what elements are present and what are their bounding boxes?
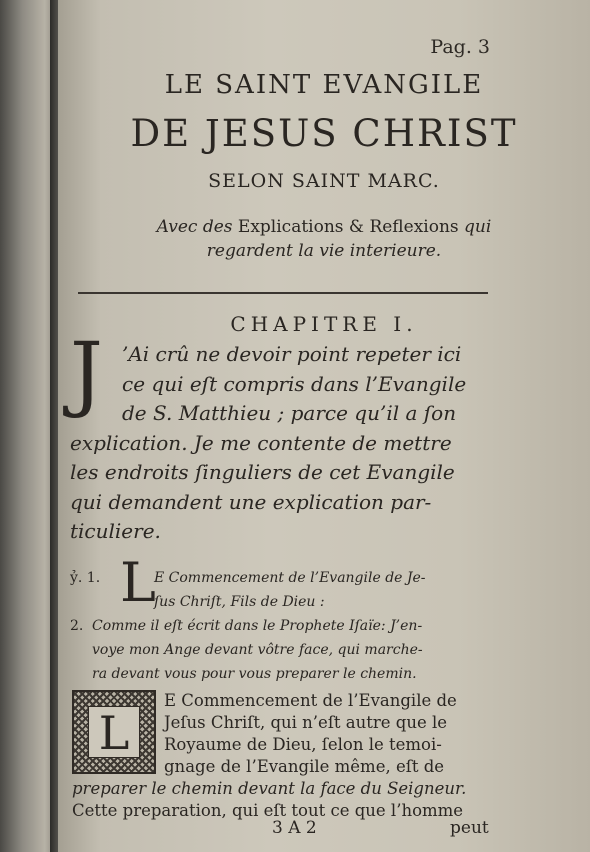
catchword: peut [450, 818, 489, 838]
verse-line: E Commencement de l’Evangile de Je- [154, 570, 426, 586]
commentary-line: Cette preparation, qui eſt tout ce que l’homme [72, 801, 464, 820]
title-line-2: DE JESUS CHRIST [130, 112, 518, 155]
title-line-3: SELON SAINT MARC. [208, 170, 440, 192]
ornamental-initial-frame [72, 690, 156, 774]
commentary-line: Jeſus Chriſt, qui n’eſt autre que le [164, 713, 448, 732]
verse-number: ỷ. 1. [70, 570, 101, 586]
section-divider [78, 292, 488, 294]
subtitle [58, 215, 590, 263]
intro-line: ticuliere. [70, 519, 161, 543]
verse-line: voye mon Ange devant vôtre face, qui marche- [92, 642, 423, 658]
intro-paragraph [70, 340, 500, 547]
facing-page-edge [0, 0, 56, 852]
subtitle-part-b: Explications & Reflexions [237, 217, 459, 237]
intro-line: qui demandent une explication par- [70, 489, 432, 514]
book-page [58, 0, 590, 852]
subtitle-line-2: regardent la vie interieure. [206, 241, 442, 261]
subtitle-part-c: qui [464, 217, 492, 237]
verse-drop-cap-l: L [120, 551, 156, 614]
intro-line: ’Ai crû ne devoir point repeter ici [122, 342, 462, 366]
verse-line: ſus Chriſt, Fils de Dieu : [154, 594, 325, 610]
title-line-1: LE SAINT EVANGILE [164, 70, 484, 100]
ornamental-initial-l: L [88, 706, 140, 758]
intro-line: explication. Je me contente de mettre [70, 430, 452, 455]
chapter-heading: CHAPITRE I. [230, 312, 418, 336]
verse-number: 2. [70, 618, 84, 634]
page-number: Pag. 3 [430, 36, 490, 58]
drop-cap-j: J [70, 326, 103, 421]
commentary-line: gnage de l’Evangile même, eſt de [164, 757, 445, 776]
commentary-line: Royaume de Dieu, ſelon le temoi- [164, 735, 442, 754]
subtitle-part-a: Avec des [156, 217, 233, 237]
intro-line: ce qui eſt compris dans l’Evangile [122, 371, 467, 396]
intro-line: les endroits ſinguliers de cet Evangile [70, 460, 455, 484]
commentary-line: preparer le chemin devant la face du Seigneur. [72, 779, 467, 798]
signature-mark: 3 A 2 [272, 818, 317, 838]
commentary-line: E Commencement de l’Evangile de [164, 691, 457, 710]
verse-line: ra devant vous pour vous preparer le chemin. [92, 666, 417, 682]
verse-line: Comme il eſt écrit dans le Prophete Iſaïe: J’en- [92, 618, 423, 634]
intro-line: de S. Matthieu ; parce qu’il a ſon [122, 401, 457, 425]
